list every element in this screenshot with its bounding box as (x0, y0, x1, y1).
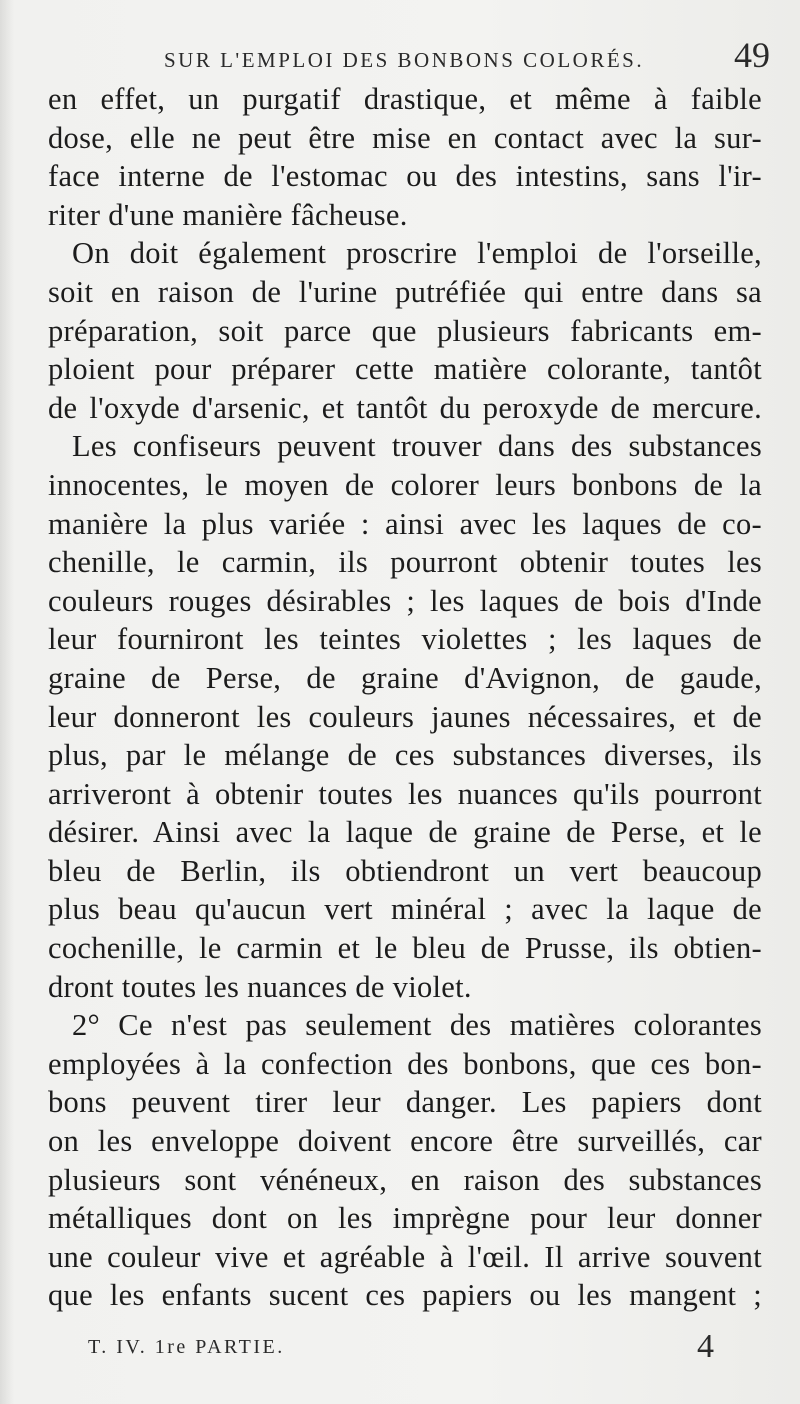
text-line: bons peuvent tirer leur danger. Les papiers dont (48, 1085, 762, 1120)
text-line: préparation, soit parce que plusieurs fabricants em- (48, 313, 762, 348)
text-line: plus beau qu'aucun vert minéral ; avec la laque de (48, 892, 762, 927)
text-line: ploient pour préparer cette matière colorante, tantôt (48, 352, 762, 387)
text-line: innocentes, le moyen de colorer leurs bonbons de la (48, 467, 762, 502)
text-line: face interne de l'estomac ou des intestins, sans l'ir- (48, 159, 762, 194)
text-line: arriveront à obtenir toutes les nuances qu'ils pourront (48, 776, 762, 811)
text-line: désirer. Ainsi avec la laque de graine de Perse, et le (48, 815, 762, 850)
text-line: on les enveloppe doivent encore être surveillés, car (48, 1124, 762, 1159)
text-line: Les confiseurs peuvent trouver dans des substances (72, 429, 762, 464)
text-line: riter d'une manière fâcheuse. (48, 197, 408, 232)
page-number: 49 (734, 35, 770, 75)
page-header (150, 34, 770, 84)
signature-number: 4 (697, 1328, 714, 1365)
text-line: 2° Ce n'est pas seulement des matières colorantes (72, 1008, 762, 1043)
text-line: dose, elle ne peut être mise en contact avec la sur- (48, 120, 762, 155)
text-line: graine de Perse, de graine d'Avignon, de gaude, (48, 660, 762, 695)
text-line: soit en raison de l'urine putréfiée qui entre dans sa (48, 274, 762, 309)
text-line: cochenille, le carmin et le bleu de Prusse, ils obtien- (48, 931, 762, 966)
page-footer (88, 1328, 714, 1368)
running-title: SUR L'EMPLOI DES BONBONS COLORÉS. (164, 48, 645, 72)
text-line: que les enfants sucent ces papiers ou les mangent ; (48, 1278, 762, 1313)
text-line: bleu de Berlin, ils obtiendront un vert beaucoup (48, 853, 762, 888)
text-line: On doit également proscrire l'emploi de l'orseille, (72, 236, 762, 271)
text-line: en effet, un purgatif drastique, et même à faible (48, 82, 762, 116)
text-line: de l'oxyde d'arsenic, et tantôt du peroxyde de mercure. (48, 390, 762, 425)
text-line: leur donneront les couleurs jaunes nécessaires, et de (48, 699, 762, 734)
text-line: dront toutes les nuances de violet. (48, 969, 472, 1004)
text-line: plus, par le mélange de ces substances diverses, ils (48, 738, 762, 773)
text-line: leur fourniront les teintes violettes ; les laques de (48, 622, 762, 657)
text-line: manière la plus variée : ainsi avec les laques de co- (48, 506, 762, 541)
signature-mark: T. IV. 1re PARTIE. (88, 1336, 285, 1358)
body-text (48, 80, 762, 1315)
text-line: employées à la confection des bonbons, que ces bon- (48, 1046, 762, 1081)
text-line: chenille, le carmin, ils pourront obtenir toutes les (48, 545, 762, 580)
text-line: une couleur vive et agréable à l'œil. Il arrive souvent (48, 1239, 762, 1274)
text-line: métalliques dont on les imprègne pour leur donner (48, 1201, 762, 1236)
text-line: plusieurs sont vénéneux, en raison des substances (48, 1162, 762, 1197)
text-line: couleurs rouges désirables ; les laques de bois d'Inde (48, 583, 762, 618)
